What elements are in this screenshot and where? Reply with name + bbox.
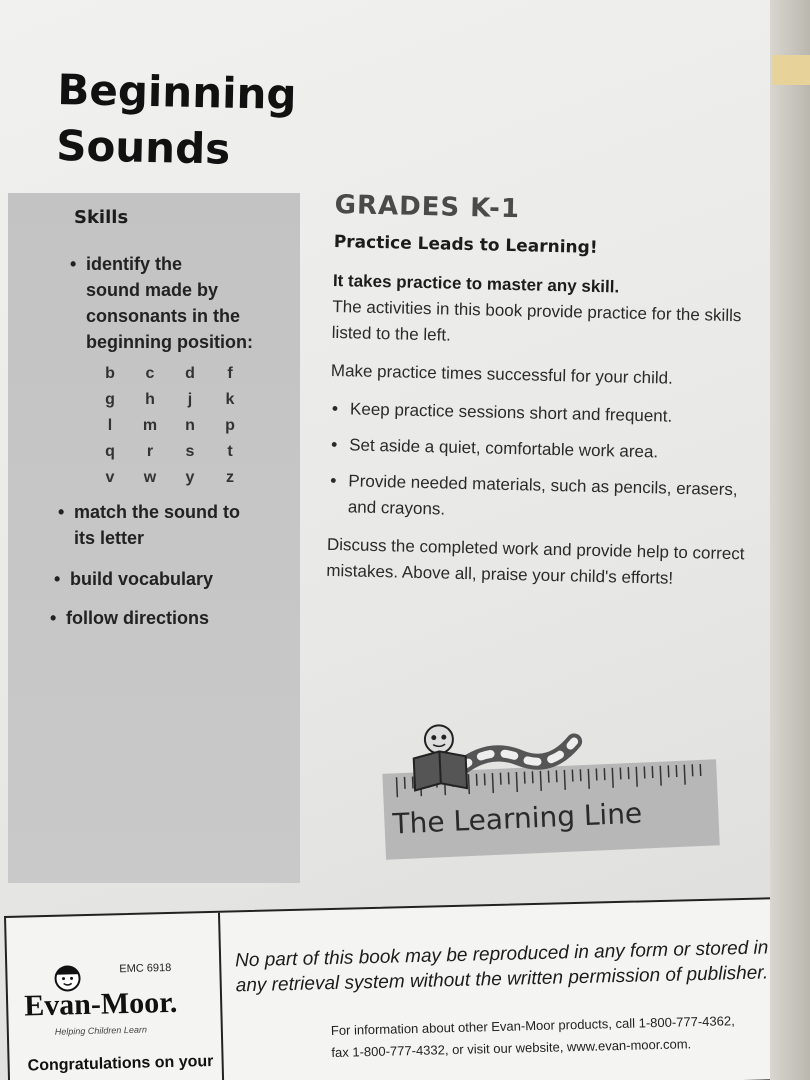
learning-line-logo xyxy=(378,705,724,870)
tip-item: • Provide needed materials, such as pencils, erasers, and crayons. xyxy=(328,468,759,530)
letter: n xyxy=(185,417,195,434)
skills-heading: Skills xyxy=(74,207,129,228)
skills-panel xyxy=(8,193,300,883)
letter: p xyxy=(225,417,235,434)
grades-heading: GRADES K-1 xyxy=(334,190,521,225)
intro-body: The activities in this book provide practice for the skills listed to the left. xyxy=(331,296,742,345)
bookworm-icon xyxy=(398,710,601,799)
product-code: EMC 6918 xyxy=(119,961,172,976)
letter: c xyxy=(145,365,155,382)
letter: r xyxy=(146,443,154,460)
letter: g xyxy=(105,391,115,408)
intro-paragraph-2: Make practice times successful for your child. xyxy=(330,360,674,388)
brand-tagline: Helping Children Learn xyxy=(54,1024,148,1037)
letter: d xyxy=(185,365,195,382)
page-title xyxy=(56,62,297,179)
contact-line-2: fax 1-800-777-4332, or visit our website, www.evan-moor.com. xyxy=(331,1036,692,1061)
intro-column xyxy=(326,190,765,606)
tip-item: • Keep practice sessions short and frequent. xyxy=(330,396,760,432)
title-line-2: Sounds xyxy=(55,120,231,174)
letter: z xyxy=(226,469,234,486)
letter: q xyxy=(105,443,115,460)
letter: m xyxy=(142,417,158,434)
congratulations-text: Congratulations on your xyxy=(27,1052,214,1075)
skill-item-identify: • identify the sound made by consonants in the beginning position: xyxy=(70,251,253,355)
bullet-icon: • xyxy=(50,608,57,628)
learning-line-text: The Learning Line xyxy=(391,796,643,841)
bullet-icon: • xyxy=(70,254,77,274)
intro-paragraph-1 xyxy=(331,268,763,356)
letter: h xyxy=(145,391,155,408)
brand-name: Evan-Moor. xyxy=(23,985,178,1023)
footer-box xyxy=(4,897,782,1080)
letter: k xyxy=(225,391,235,408)
intro-lead-sentence: It takes practice to master any skill. xyxy=(332,270,620,297)
bullet-icon: • xyxy=(58,502,65,522)
contact-line-1: For information about other Evan-Moor products, call 1-800-777-4362, xyxy=(330,1013,735,1039)
letter: j xyxy=(187,391,193,408)
book-edge xyxy=(770,0,810,1080)
letter: y xyxy=(185,469,195,486)
intro-paragraph-3: Discuss the completed work and provide help to correct mistakes. Above all, praise your child's efforts! xyxy=(326,534,745,588)
practice-subheading: Practice Leads to Learning! xyxy=(333,231,598,258)
letter: w xyxy=(143,469,157,486)
contact-info xyxy=(331,1009,772,1064)
skill-item-vocabulary: • build vocabulary xyxy=(54,566,213,592)
letter: v xyxy=(105,469,115,486)
consonant-letter-grid xyxy=(90,363,250,489)
copyright-notice: No part of this book may be reproduced in any form or stored in any retrieval system without the written permission of publisher. xyxy=(234,937,769,997)
tip-item: • Set aside a quiet, comfortable work area. xyxy=(329,432,759,468)
skill-item-match: • match the sound to its letter xyxy=(58,499,240,551)
title-line-1: Beginning xyxy=(56,64,298,119)
tips-list xyxy=(328,396,761,530)
letter: f xyxy=(227,365,233,382)
page-tab xyxy=(772,55,810,85)
letter: l xyxy=(107,417,113,434)
bullet-icon: • xyxy=(54,569,61,589)
skill-item-directions: • follow directions xyxy=(50,605,209,631)
footer-divider xyxy=(218,913,224,1080)
letter: t xyxy=(227,443,233,460)
letter: s xyxy=(185,443,195,460)
letter: b xyxy=(105,365,115,382)
